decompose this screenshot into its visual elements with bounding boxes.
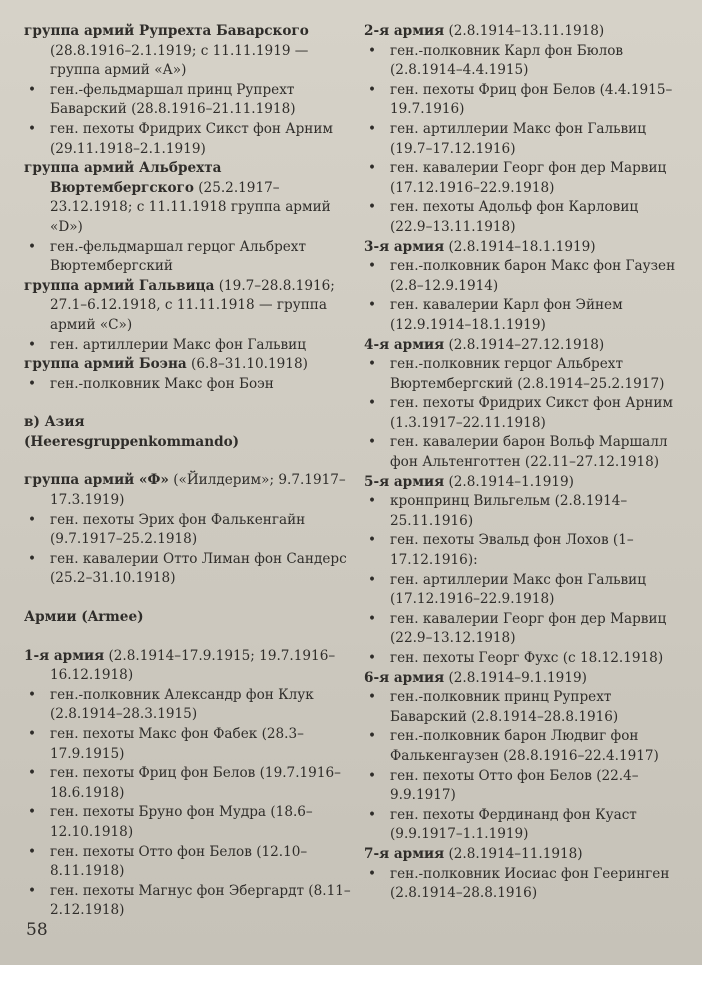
list-item: • ген. кавалерии Карл фон Эйнем (12.9.1914–18.1.1919)	[364, 296, 684, 335]
group-heading: группа армий Гальвица (19.7–28.8.1916; 27.1–6.12.1918, с 11.11.1918 — группа армий «С»)	[24, 277, 335, 333]
page-number: 58	[26, 920, 48, 940]
list-item: • ген. артиллерии Макс фон Гальвиц	[24, 336, 354, 356]
list-item: • ген. кавалерии барон Вольф Маршалл фон Альтенготтен (22.11–27.12.1918)	[364, 433, 684, 472]
list-item: • ген. артиллерии Макс фон Гальвиц (19.7–17.12.1916)	[364, 120, 684, 159]
list-item: • ген. пехоты Адольф фон Карловиц (22.9–13.11.1918)	[364, 198, 684, 237]
list-item: • кронпринц Вильгельм (2.8.1914–25.11.1916)	[364, 492, 684, 531]
list-item: • ген. пехоты Фриц фон Белов (19.7.1916–18.6.1918)	[24, 764, 354, 803]
commander-list	[364, 865, 684, 904]
list-item: • ген.-полковник принц Рупрехт Баварский (2.8.1914–28.8.1916)	[364, 688, 684, 727]
army-heading: 5-я армия (2.8.1914–1.1919)	[364, 473, 574, 490]
commander-list	[364, 42, 684, 238]
list-item: • ген. пехоты Фридрих Сикст фон Арним (1.3.1917–22.11.1918)	[364, 394, 684, 433]
section-heading-armies: Армии (Armee)	[24, 609, 144, 626]
commander-list	[364, 688, 684, 845]
list-item: • ген.-полковник Александр фон Клук (2.8.1914–28.3.1915)	[24, 686, 354, 725]
list-item: • ген. пехоты Бруно фон Мудра (18.6–12.10.1918)	[24, 803, 354, 842]
army-heading: 2-я армия (2.8.1914–13.11.1918)	[364, 23, 605, 39]
list-item: • ген. пехоты Отто фон Белов (12.10–8.11.1918)	[24, 843, 354, 882]
list-item: • ген.-фельдмаршал герцог Альбрехт Вюртембергский	[24, 238, 354, 277]
commander-list	[24, 336, 354, 356]
list-item: • ген.-полковник Макс фон Боэн	[24, 375, 354, 395]
section-subheading: (Heeresgruppenkommando)	[24, 433, 240, 450]
army-heading: 4-я армия (2.8.1914–27.12.1918)	[364, 336, 605, 353]
commander-list	[24, 686, 354, 921]
army-heading: 6-я армия (2.8.1914–9.1.1919)	[364, 669, 587, 686]
commander-list	[364, 492, 684, 668]
list-item: • ген.-полковник барон Людвиг фон Фалькенгаузен (28.8.1916–22.4.1917)	[364, 727, 684, 766]
list-item: • ген. пехоты Фридрих Сикст фон Арним (29.11.1918–2.1.1919)	[24, 120, 354, 159]
list-item: • ген. пехоты Отто фон Белов (22.4–9.9.1917)	[364, 767, 684, 806]
commander-list	[24, 511, 354, 589]
commander-list	[24, 375, 354, 395]
list-item: • ген. пехоты Магнус фон Эбергардт (8.11–2.12.1918)	[24, 882, 354, 921]
section-heading-asia: в) Азия	[24, 414, 85, 431]
commander-list	[364, 355, 684, 473]
commander-list	[24, 81, 354, 159]
list-item: • ген. пехоты Макс фон Фабек (28.3–17.9.1915)	[24, 725, 354, 764]
list-item: • ген. артиллерии Макс фон Гальвиц (17.12.1916–22.9.1918)	[364, 571, 684, 610]
list-item: • ген.-полковник Карл фон Бюлов (2.8.1914–4.4.1915)	[364, 42, 684, 81]
list-item: • ген.-фельдмаршал принц Рупрехт Баварский (28.8.1916–21.11.1918)	[24, 81, 354, 120]
list-item: • ген. пехоты Эрих фон Фалькенгайн (9.7.1917–25.2.1918)	[24, 511, 354, 550]
list-item: • ген.-полковник Иосиас фон Гееринген (2.8.1914–28.8.1916)	[364, 865, 684, 904]
group-heading: группа армий Рупрехта Баварского (28.8.1916–2.1.1919; с 11.11.1919 — группа армий «А»)	[24, 23, 309, 79]
list-item: • ген. пехоты Георг Фухс (с 18.12.1918)	[364, 649, 684, 669]
list-item: • ген.-полковник барон Макс фон Гаузен (2.8–12.9.1914)	[364, 257, 684, 296]
army-heading: 3-я армия (2.8.1914–18.1.1919)	[364, 238, 596, 255]
group-heading: группа армий Боэна (6.8–31.10.1918)	[24, 356, 308, 373]
list-item: • ген.-полковник герцог Альбрехт Вюртембергский (2.8.1914–25.2.1917)	[364, 355, 684, 394]
right-column	[364, 22, 684, 904]
group-heading: группа армий Альбрехта Вюртембергского (25.2.1917–23.12.1918; с 11.11.1918 группа армий «D»)	[24, 160, 331, 235]
commander-list	[24, 238, 354, 277]
army-heading: 7-я армия (2.8.1914–11.1918)	[364, 845, 583, 862]
list-item: • ген. кавалерии Георг фон дер Марвиц (22.9–13.12.1918)	[364, 610, 684, 649]
list-item: • ген. пехоты Эвальд фон Лохов (1–17.12.1916):	[364, 531, 684, 570]
group-heading: группа армий «Ф» («Йилдерим»; 9.7.1917–17.3.1919)	[24, 472, 346, 509]
commander-list	[364, 257, 684, 335]
list-item: • ген. кавалерии Отто Лиман фон Сандерс (25.2–31.10.1918)	[24, 550, 354, 589]
list-item: • ген. пехоты Фриц фон Белов (4.4.1915–19.7.1916)	[364, 81, 684, 120]
army-heading: 1-я армия (2.8.1914–17.9.1915; 19.7.1916–16.12.1918)	[24, 647, 336, 684]
list-item: • ген. пехоты Фердинанд фон Куаст (9.9.1917–1.1.1919)	[364, 806, 684, 845]
left-column	[24, 22, 354, 921]
list-item: • ген. кавалерии Георг фон дер Марвиц (17.12.1916–22.9.1918)	[364, 159, 684, 198]
